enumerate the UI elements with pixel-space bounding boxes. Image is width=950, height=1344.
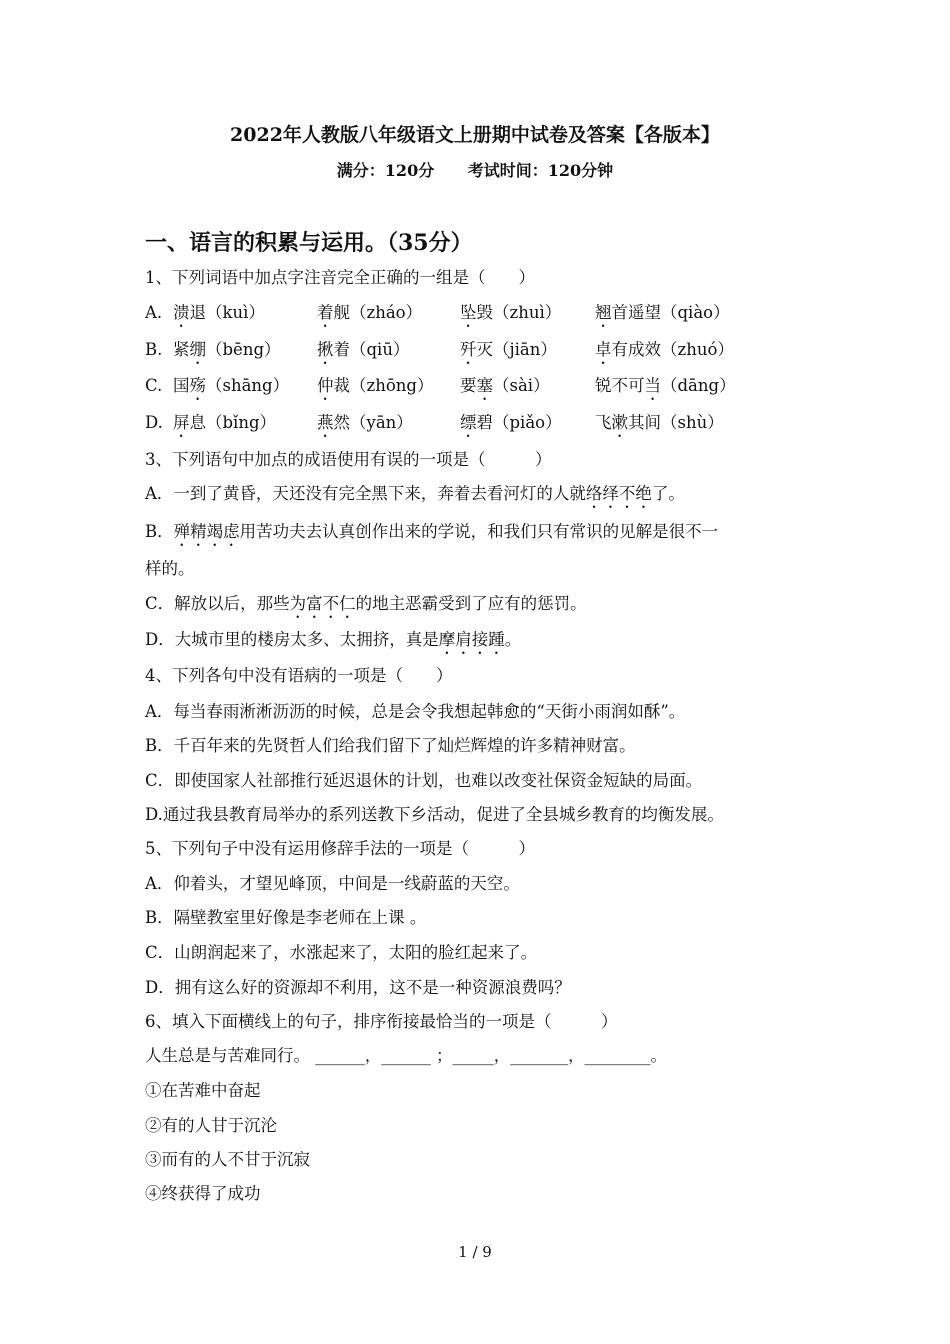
option-label: C. (145, 376, 163, 395)
text: 首遥望 (611, 303, 661, 322)
dotted-char: 歼 (460, 340, 477, 359)
pinyin: （yān） (350, 413, 413, 432)
word-with-pinyin (595, 302, 730, 331)
pinyin: （bǐng） (206, 413, 277, 432)
pinyin: （shù） (661, 413, 724, 432)
question-1-option-row (145, 412, 825, 434)
dotted-char: 塞 (476, 376, 493, 395)
question-5-option: A．仰着头，才望见峰顶，中间是一线蔚蓝的天空。 (145, 874, 520, 893)
emphasized-idiom: 络绎不绝 (585, 484, 652, 503)
text: 着 (333, 340, 350, 359)
question-6-blanks: 人生总是与苦难同行。 ______，______ ；_____，_______，________。 (145, 1046, 667, 1065)
text: A．一到了黄昏，天还没有完全黑下来，奔着去看河灯的人就 (145, 484, 586, 503)
text: 锐不可 (595, 376, 645, 395)
pinyin: （qiào） (661, 303, 730, 322)
option-label: D. (145, 413, 163, 432)
text: 了。 (651, 484, 685, 503)
word-with-pinyin (317, 375, 433, 404)
word-with-pinyin (595, 375, 736, 404)
pinyin: （kuì） (206, 303, 265, 322)
dotted-char: 屏 (173, 413, 190, 432)
option-label: B. (145, 340, 163, 359)
dotted-char: 翘 (595, 303, 612, 322)
question-6-item: ①在苦难中奋起 (145, 1081, 261, 1100)
question-5-option: B．隔壁教室里好像是李老师在上课 。 (145, 908, 427, 927)
question-3-stem: 3、下列语句中加点的成语使用有误的一项是（ ） (145, 450, 552, 469)
word-with-pinyin (173, 339, 281, 368)
pinyin: （shāng） (206, 376, 290, 395)
pinyin: （zhuì） (493, 303, 562, 322)
word-with-pinyin (173, 302, 265, 331)
full-score: 满分：120分 (336, 161, 435, 180)
dotted-char: 当 (644, 376, 661, 395)
pinyin: （piǎo） (493, 413, 562, 432)
word-with-pinyin (460, 302, 561, 331)
text: 碧 (476, 413, 493, 432)
question-3-option-b (145, 521, 718, 550)
question-6-item: ②有的人甘于沉沦 (145, 1116, 277, 1135)
word-with-pinyin (173, 375, 289, 404)
text: 紧 (173, 340, 190, 359)
text: 其间 (628, 413, 661, 432)
text: 舰 (333, 303, 350, 322)
dotted-char: 缥 (460, 413, 477, 432)
question-5-stem: 5、下列句子中没有运用修辞手法的一项是（ ） (145, 839, 535, 858)
page-number: 1 / 9 (458, 1243, 492, 1261)
text: 国 (173, 376, 190, 395)
pinyin: （dāng） (661, 376, 736, 395)
dotted-char: 坠 (460, 303, 477, 322)
question-5-option: D．拥有这么好的资源却不利用，这不是一种资源浪费吗？ (145, 978, 571, 997)
text: 灭 (476, 340, 493, 359)
pinyin: （qiū） (350, 340, 410, 359)
question-1-option-row (145, 339, 825, 361)
text: 飞 (595, 413, 612, 432)
pinyin: （zhuó） (661, 340, 734, 359)
word-with-pinyin (595, 339, 734, 368)
text: 息 (189, 413, 206, 432)
exam-time: 考试时间：120分钟 (467, 161, 614, 180)
dotted-char: 卓 (595, 340, 612, 359)
text: 。 (504, 630, 522, 649)
question-3-option-c (145, 593, 587, 622)
question-3-option-a (145, 483, 685, 512)
question-1-stem: 1、下列词语中加点字注音完全正确的一组是（ ） (145, 268, 535, 287)
word-with-pinyin (173, 412, 276, 441)
dotted-char: 溃 (173, 303, 190, 322)
text: 的地主恶霸受到了应有的惩罚。 (355, 594, 587, 613)
dotted-char: 揪 (317, 340, 334, 359)
emphasized-idiom: 摩肩接踵 (438, 630, 505, 649)
text: 裁 (333, 376, 350, 395)
question-4-option: D.通过我县教育局举办的系列送教下乡活动，促进了全县城乡教育的均衡发展。 (145, 805, 724, 824)
text: 毁 (476, 303, 493, 322)
question-6-item: ③而有的人不甘于沉寂 (145, 1150, 310, 1169)
dotted-char: 着 (317, 303, 334, 322)
dotted-char: 殇 (189, 376, 206, 395)
text: 要 (460, 376, 477, 395)
document-title: 2022年人教版八年级语文上册期中试卷及答案【各版本】 (230, 124, 720, 146)
text: 用苦功夫去认真创作出来的学说，和我们只有常识的见解是很不一 (239, 522, 719, 541)
text: 有成效 (611, 340, 661, 359)
text: 然 (333, 413, 350, 432)
question-4-option: C．即使国家人社部推行延迟退休的计划，也难以改变社保资金短缺的局面。 (145, 771, 703, 790)
word-with-pinyin (317, 302, 422, 331)
question-4-option: B．千百年来的先贤哲人们给我们留下了灿烂辉煌的许多精神财富。 (145, 736, 636, 755)
dotted-char: 漱 (611, 413, 628, 432)
text: B． (145, 522, 174, 541)
question-4-option: A．每当春雨淅淅沥沥的时候，总是会令我想起韩愈的“天街小雨润如酥”。 (145, 702, 686, 721)
pinyin: （zhōng） (350, 376, 434, 395)
pinyin: （bēng） (206, 340, 281, 359)
dotted-char: 绷 (189, 340, 206, 359)
word-with-pinyin (317, 412, 413, 441)
question-6-item: ④终获得了成功 (145, 1184, 261, 1203)
pinyin: （sài） (493, 376, 550, 395)
question-1-option-row (145, 302, 825, 324)
section-heading: 一、语言的积累与运用。（35分） (145, 230, 473, 256)
emphasized-idiom: 为富不仁 (289, 594, 356, 613)
text: D．大城市里的楼房太多、太拥挤，真是 (145, 630, 439, 649)
question-4-stem: 4、下列各句中没有语病的一项是（ ） (145, 666, 453, 685)
question-6-stem: 6、填入下面横线上的句子，排序衔接最恰当的一项是（ ） (145, 1012, 618, 1031)
word-with-pinyin (595, 412, 724, 441)
word-with-pinyin (460, 339, 557, 368)
pinyin: （jiān） (493, 340, 557, 359)
question-3-option-d (145, 629, 521, 658)
word-with-pinyin (460, 375, 550, 404)
dotted-char: 燕 (317, 413, 334, 432)
word-with-pinyin (317, 339, 409, 368)
question-3-option-b-cont: 样的。 (145, 559, 195, 578)
word-with-pinyin (460, 412, 562, 441)
question-5-option: C．山朗润起来了，水涨起来了，太阳的脸红起来了。 (145, 943, 538, 962)
text: C．解放以后，那些 (145, 594, 290, 613)
pinyin: （zháo） (350, 303, 423, 322)
question-1-option-row (145, 375, 825, 397)
dotted-char: 仲 (317, 376, 334, 395)
option-label: A. (145, 303, 163, 322)
emphasized-idiom: 殚精竭虑 (173, 522, 240, 541)
exam-info (0, 158, 950, 181)
text: 退 (189, 303, 206, 322)
